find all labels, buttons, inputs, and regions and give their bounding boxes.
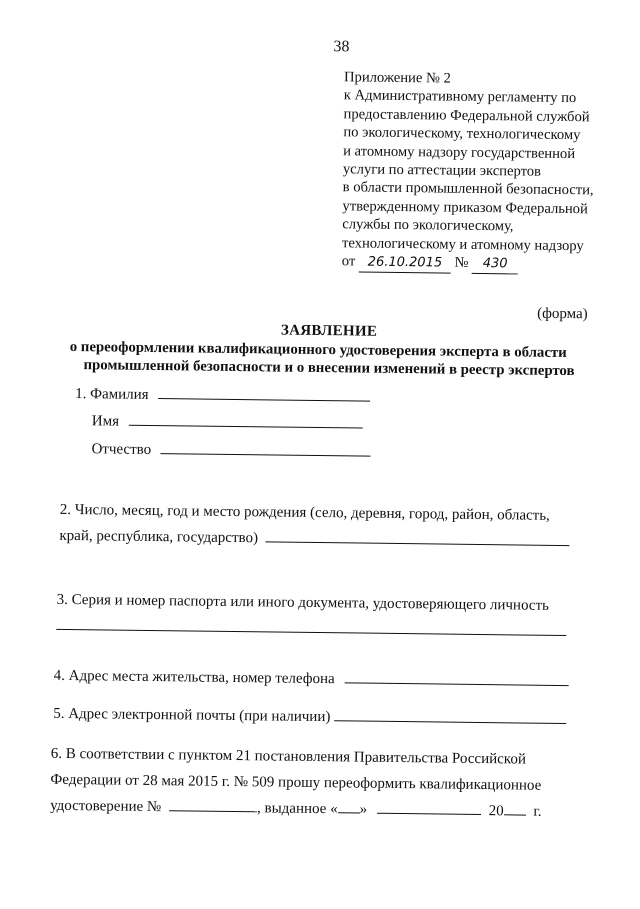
- annex-line: предоставлению Федеральной службой: [343, 106, 590, 126]
- annex-date-line: [342, 252, 593, 275]
- handwritten-number: 430: [472, 255, 518, 275]
- quote-close: »: [359, 801, 368, 818]
- annex-line: службы по экологическому,: [342, 216, 514, 235]
- patronymic-row: [91, 438, 371, 461]
- issue-year-field[interactable]: [504, 800, 526, 815]
- year-prefix: 20: [488, 803, 504, 820]
- passport-block: [56, 587, 567, 645]
- annex-line: в области промышленной безопасности,: [342, 179, 594, 199]
- annex-line: по экологическому, технологическому: [343, 124, 581, 144]
- subtitle-line: промышленной безопасности и о внесении изменений в реестр экспертов: [83, 357, 575, 380]
- address-field[interactable]: [344, 668, 568, 686]
- form-label: (форма): [537, 305, 588, 323]
- date-prefix: от: [341, 253, 356, 270]
- year-suffix: г.: [533, 803, 542, 820]
- page-number: 38: [333, 38, 350, 56]
- surname-row: [75, 383, 370, 407]
- annex-line: и атомному надзору государственной: [343, 142, 576, 162]
- annex-line: к Административному регламенту по: [343, 87, 577, 107]
- surname-field[interactable]: [158, 384, 370, 402]
- issue-month-field[interactable]: [377, 799, 481, 815]
- paragraph-6: [50, 741, 542, 825]
- birth-block: [59, 497, 570, 555]
- certificate-number-field[interactable]: [169, 796, 257, 812]
- patronymic-field[interactable]: [161, 439, 371, 457]
- surname-label: 1. Фамилия: [75, 386, 149, 403]
- issue-day-field[interactable]: [338, 798, 360, 813]
- birth-line-2: [59, 523, 570, 555]
- email-field[interactable]: [334, 706, 566, 724]
- name-field[interactable]: [129, 411, 363, 429]
- document-subtitle: [69, 338, 574, 380]
- passport-field[interactable]: [56, 615, 566, 636]
- address-label: 4. Адрес места жительства, номер телефона: [53, 667, 335, 688]
- name-row: [92, 410, 363, 433]
- name-label: Имя: [91, 413, 120, 430]
- certificate-number-label: удостоверение №: [50, 797, 162, 816]
- passport-line: 3. Серия и номер паспорта или иного документа, удостоверяющего личность: [56, 591, 550, 614]
- birth-line: 2. Число, месяц, год и место рождения (село, деревня, город, район, область,: [59, 501, 550, 524]
- birth-line-text: край, республика, государство): [59, 527, 259, 547]
- email-label: 5. Адрес электронной почты (при наличии): [53, 705, 331, 726]
- paragraph-line-3: [50, 793, 542, 825]
- address-row: [54, 663, 569, 695]
- passport-field-row: [56, 613, 566, 645]
- number-prefix: №: [454, 254, 469, 271]
- birth-field[interactable]: [266, 527, 570, 546]
- email-row: [53, 701, 566, 733]
- annex-line: услуги по аттестации экспертов: [342, 161, 542, 180]
- paragraph-line: 6. В соответствии с пунктом 21 постановления Правительства Российской: [50, 745, 527, 768]
- subtitle-line: о переоформлении квалификационного удостоверения эксперта в области: [69, 338, 567, 362]
- patronymic-label: Отчество: [91, 441, 152, 458]
- annex-line: технологическому и атомному надзору: [341, 234, 584, 254]
- handwritten-date: 26.10.2015: [359, 254, 451, 275]
- annex-line: Приложение № 2: [343, 69, 452, 87]
- issued-label: , выданное «: [256, 800, 338, 818]
- document-title: ЗАЯВЛЕНИЕ: [280, 322, 378, 340]
- annex-line: утвержденному приказом Федеральной: [342, 198, 588, 218]
- annex-block: [342, 68, 595, 276]
- paragraph-line: Федерации от 28 мая 2015 г. № 509 прошу переоформить квалификационное: [50, 771, 542, 794]
